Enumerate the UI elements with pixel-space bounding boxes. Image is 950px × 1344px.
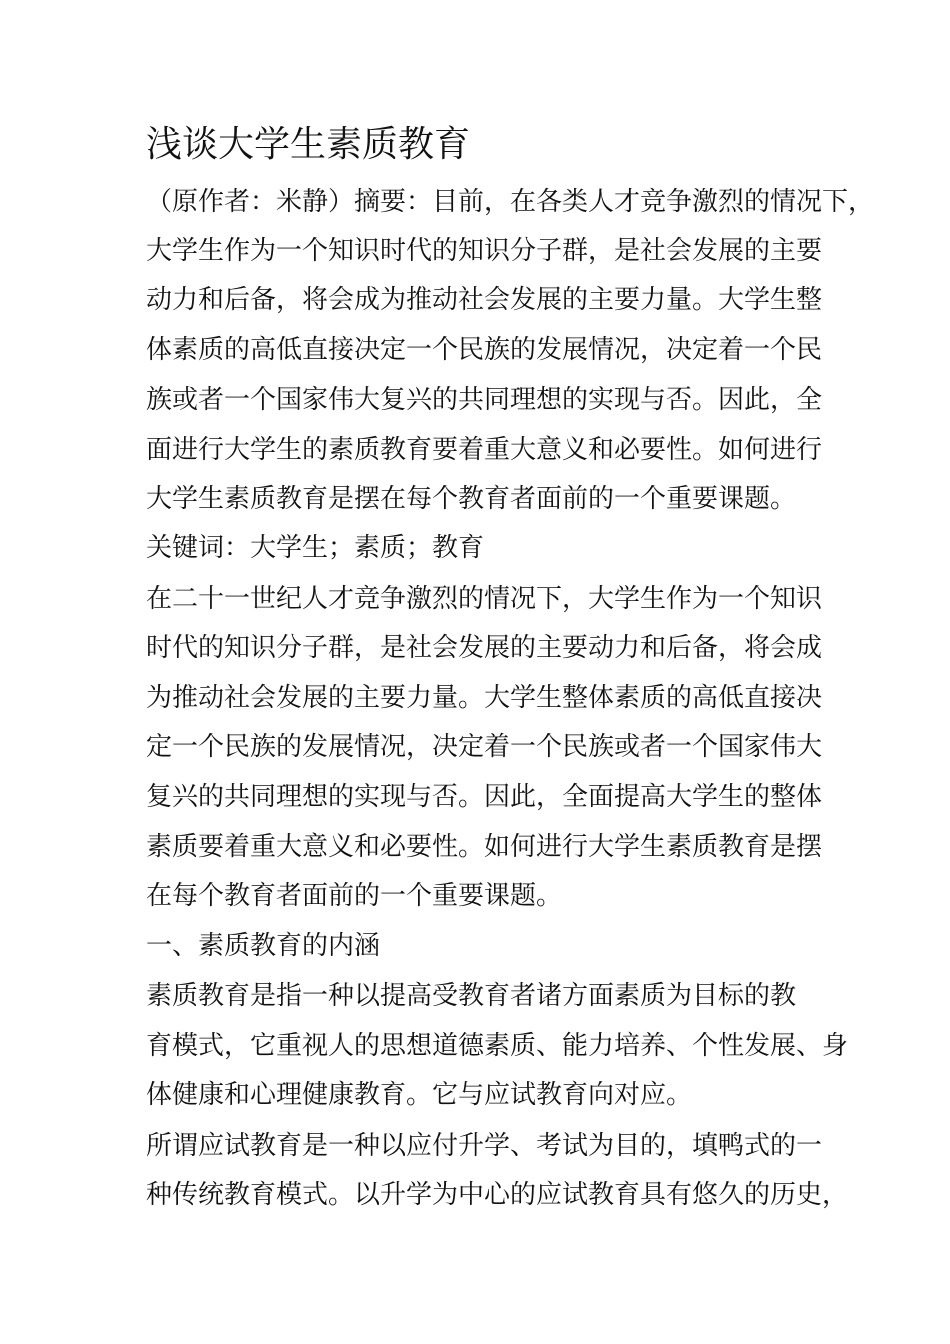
text-line: 素质要着重大意义和必要性。如何进行大学生素质教育是摆 [146,832,823,862]
text-line: 为推动社会发展的主要力量。大学生整体素质的高低直接决 [146,683,823,713]
text-line: 育模式，它重视人的思想道德素质、能力培养、个性发展、身 [146,1031,849,1061]
text-line: 素质教育是指一种以提高受教育者诸方面素质为目标的教 [146,981,797,1011]
text-line: （原作者：米静）摘要：目前，在各类人才竞争激烈的情况下， [146,187,875,217]
section-heading: 一、素质教育的内涵 [146,931,381,961]
document-title: 浅谈大学生素质教育 [146,124,471,165]
text-line: 族或者一个国家伟大复兴的共同理想的实现与否。因此，全 [146,385,823,415]
text-line: 动力和后备，将会成为推动社会发展的主要力量。大学生整 [146,285,823,315]
text-line: 时代的知识分子群，是社会发展的主要动力和后备，将会成 [146,633,823,663]
text-line: 体健康和心理健康教育。它与应试教育向对应。 [146,1080,693,1110]
text-line: 在二十一世纪人才竞争激烈的情况下，大学生作为一个知识 [146,584,823,614]
text-line: 在每个教育者面前的一个重要课题。 [146,881,563,911]
text-line: 种传统教育模式。以升学为中心的应试教育具有悠久的历史， [146,1180,849,1210]
text-line: 大学生素质教育是摆在每个教育者面前的一个重要课题。 [146,484,797,514]
keywords-line: 关键词：大学生；素质；教育 [146,533,485,563]
text-line: 大学生作为一个知识时代的知识分子群，是社会发展的主要 [146,236,823,266]
text-line: 体素质的高低直接决定一个民族的发展情况，决定着一个民 [146,335,823,365]
text-line: 复兴的共同理想的实现与否。因此，全面提高大学生的整体 [146,782,823,812]
text-line: 所谓应试教育是一种以应付升学、考试为目的，填鸭式的一 [146,1131,823,1161]
text-line: 定一个民族的发展情况，决定着一个民族或者一个国家伟大 [146,732,823,762]
text-line: 面进行大学生的素质教育要着重大意义和必要性。如何进行 [146,435,823,465]
